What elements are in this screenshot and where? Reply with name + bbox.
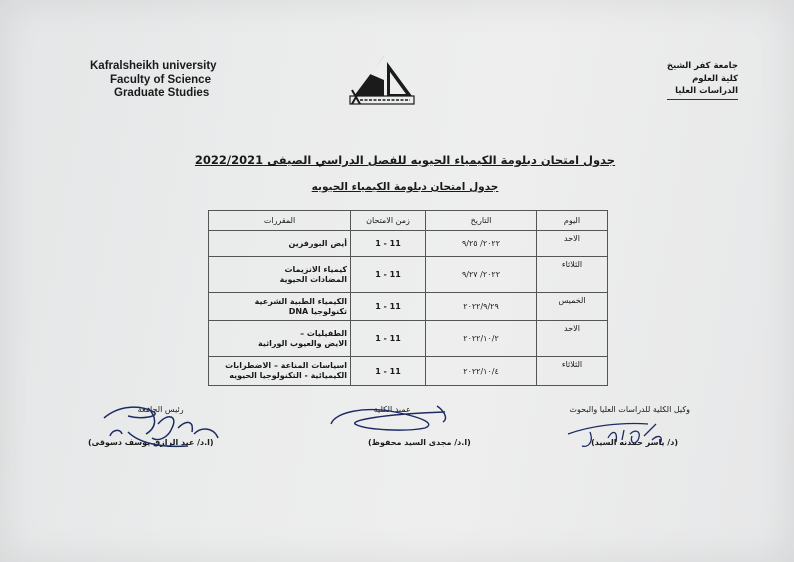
- cell-time: 11 - 1: [351, 321, 426, 357]
- header-date: التاريخ: [426, 211, 537, 231]
- cell-date: ٢٠٢٢/ ٩/٢٥: [426, 231, 537, 257]
- dean-title: عميد الكلية: [373, 405, 411, 414]
- header-subject: المقررات: [209, 211, 351, 231]
- cell-day: الثلاثاء: [537, 357, 608, 386]
- vice-dean-title: وكيل الكلية للدراسات العليا والبحوث: [569, 405, 690, 414]
- cell-subject: [209, 357, 351, 386]
- table-header-row: [209, 211, 608, 231]
- cell-subject: [209, 293, 351, 321]
- table-row: [209, 293, 608, 321]
- cell-date: ٢٠٢٢/ ٩/٢٧: [426, 257, 537, 293]
- exam-schedule-table: [208, 210, 608, 386]
- subject-line: الكيميائية - التكنولوجيا الحيويه: [229, 371, 347, 380]
- cell-time: 11 - 1: [351, 257, 426, 293]
- cell-day: الاحد: [537, 231, 608, 257]
- subject-line: كيمياء الانزيمات: [284, 264, 347, 274]
- header-time: زمن الامتحان: [351, 211, 426, 231]
- table-row: [209, 357, 608, 386]
- header-english: [90, 60, 217, 101]
- president-name: (ا.د/ عبد الرازق يوسف دسوقى): [88, 438, 214, 447]
- page-title: جدول امتحان دبلومة الكيمياء الحيويه للفصل الدراسي الصيفى 2022/2021: [194, 153, 616, 167]
- faculty-name-en: Faculty of Science: [110, 73, 211, 86]
- cell-time: 11 - 1: [351, 357, 426, 386]
- cell-date: ٢٠٢٢/١٠/٤: [426, 357, 537, 386]
- header-arabic: [667, 60, 738, 100]
- cell-day: الخميس: [537, 293, 608, 321]
- subject-line: الايض والعيوب الوراثية: [258, 338, 347, 348]
- university-logo: [340, 50, 420, 110]
- dept-name-ar: الدراسات العليا: [667, 85, 738, 100]
- subject-line: المضادات الحيوية: [279, 274, 347, 284]
- president-title: رئيس الجامعة: [137, 405, 184, 414]
- cell-date: ٢٠٢٢/١٠/٢: [426, 321, 537, 357]
- cell-time: 11 - 1: [351, 231, 426, 257]
- subject-line: تكنولوجيا DNA: [288, 306, 347, 316]
- president-handwritten-signature: [98, 398, 238, 458]
- cell-subject: [209, 321, 351, 357]
- table-row: [209, 257, 608, 293]
- dean-name: (ا.د/ مجدى السيد محفوظ): [368, 438, 471, 447]
- faculty-name-ar: كلية العلوم: [692, 73, 738, 84]
- cell-day: الاحد: [537, 321, 608, 357]
- header-day: اليوم: [537, 211, 608, 231]
- dean-handwritten-signature: [325, 398, 465, 438]
- subject-line: الكيمياء الطبية الشرعية: [254, 296, 347, 306]
- page-subtitle: جدول امتحان دبلومة الكيمياء الحيويه: [311, 181, 499, 193]
- cell-day: الثلاثاء: [537, 257, 608, 293]
- table-row: [209, 231, 608, 257]
- subject-line: أيض البورفرين: [288, 238, 347, 248]
- vice-dean-handwritten-signature: [560, 412, 680, 457]
- subject-line: الطفيليات –: [300, 328, 347, 338]
- dept-name-en: Graduate Studies: [114, 87, 210, 99]
- table-row: [209, 321, 608, 357]
- cell-time: 11 - 1: [351, 293, 426, 321]
- cell-date: ٢٠٢٢/٩/٢٩: [426, 293, 537, 321]
- cell-subject: [209, 231, 351, 257]
- cell-subject: [209, 257, 351, 293]
- vice-dean-name: (د/ ياسر حمدنه السيد): [591, 438, 678, 447]
- university-name-en: Kafralsheikh university: [90, 60, 217, 72]
- subject-line: اسياسات المناعة – الاضطرابات: [225, 361, 347, 370]
- university-name-ar: جامعة كفر الشيخ: [666, 61, 738, 71]
